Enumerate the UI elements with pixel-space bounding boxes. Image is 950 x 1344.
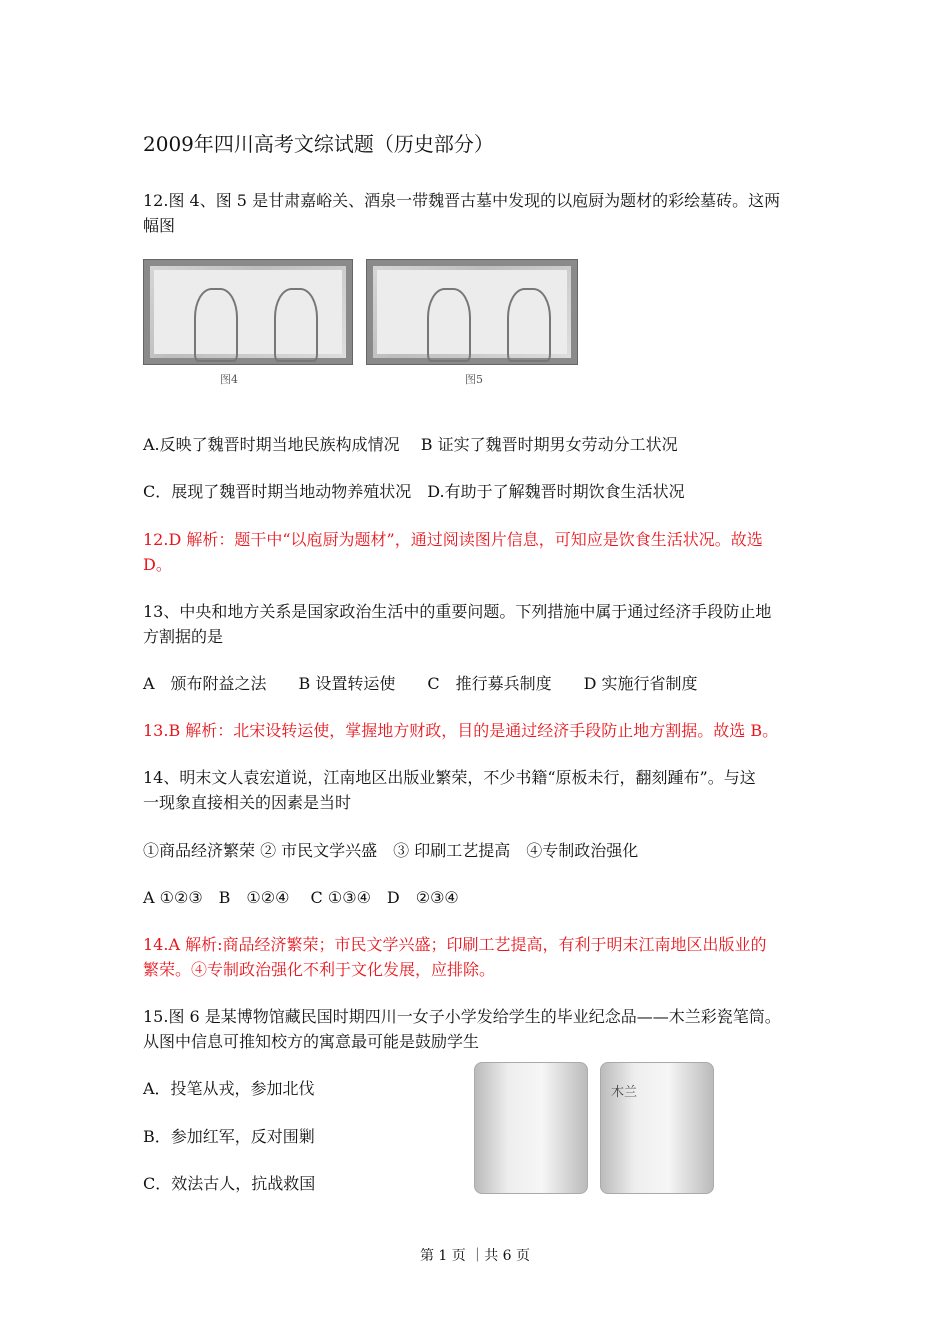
q14-options: A ①②③ B ①②④ C ①③④ D ②③④ xyxy=(143,888,459,907)
document-title: 2009年四川高考文综试题（历史部分） xyxy=(143,132,494,156)
q15-option-c: C．效法古人，抗战救国 xyxy=(143,1174,316,1193)
q15-option-b: B．参加红军，反对围剿 xyxy=(143,1127,315,1146)
q12-stem-line2: 幅图 xyxy=(143,216,176,235)
q15-stem-line1: 15.图 6 是某博物馆藏民国时期四川一女子小学发给学生的毕业纪念品——木兰彩瓷笔筒。 xyxy=(143,1007,781,1026)
q14-answer-line1: 14.A 解析:商品经济繁荣；市民文学兴盛；印刷工艺提高，有利于明末江南地区出版业的 xyxy=(143,935,767,954)
q15-option-a: A．投笔从戎，参加北伐 xyxy=(143,1079,315,1098)
q12-stem-line1: 12.图 4、图 5 是甘肃嘉峪关、酒泉一带魏晋古墓中发现的以庖厨为题材的彩绘墓砖。这两 xyxy=(143,191,781,210)
figure-4-caption: 图4 xyxy=(220,373,238,386)
q15-stem-line2: 从图中信息可推知校方的寓意最可能是鼓励学生 xyxy=(143,1032,480,1051)
page-footer: 第 1 页 ｜共 6 页 xyxy=(419,1248,531,1264)
q12-options-cd: C．展现了魏晋时期当地动物养殖状况 D.有助于了解魏晋时期饮食生活状况 xyxy=(143,482,685,501)
q13-stem-line1: 13、中央和地方关系是国家政治生活中的重要问题。下列措施中属于通过经济手段防止地 xyxy=(143,602,772,621)
q14-answer-line2: 繁荣。④专制政治强化不利于文化发展，应排除。 xyxy=(143,960,496,979)
q12-answer-line2: D。 xyxy=(143,555,172,574)
figure-5-caption: 图5 xyxy=(465,373,483,386)
q14-items: ①商品经济繁荣 ② 市民文学兴盛 ③ 印刷工艺提高 ④专制政治强化 xyxy=(143,841,639,860)
figure-4-image xyxy=(143,259,353,365)
q13-options: A 颁布附益之法 B 设置转运使 C 推行募兵制度 D 实施行省制度 xyxy=(143,674,698,693)
q12-options-ab: A.反映了魏晋时期当地民族构成情况 B 证实了魏晋时期男女劳动分工状况 xyxy=(143,435,678,454)
q13-stem-line2: 方割据的是 xyxy=(143,627,224,646)
q14-stem-line2: 一现象直接相关的因素是当时 xyxy=(143,793,352,812)
brush-pot-inscription: 木兰 xyxy=(611,1085,638,1100)
figure-6-brush-pot-left xyxy=(474,1062,588,1194)
q13-answer: 13.B 解析：北宋设转运使，掌握地方财政，目的是通过经济手段防止地方割据。故选 B。 xyxy=(143,721,779,740)
figure-5-image xyxy=(366,259,578,365)
q14-stem-line1: 14、明末文人袁宏道说，江南地区出版业繁荣，不少书籍“原板未行，翻刻踵布”。与这 xyxy=(143,768,756,787)
figure-6-brush-pot-right xyxy=(600,1062,714,1194)
q12-answer-line1: 12.D 解析：题干中“以庖厨为题材”，通过阅读图片信息，可知应是饮食生活状况。故选 xyxy=(143,530,763,549)
